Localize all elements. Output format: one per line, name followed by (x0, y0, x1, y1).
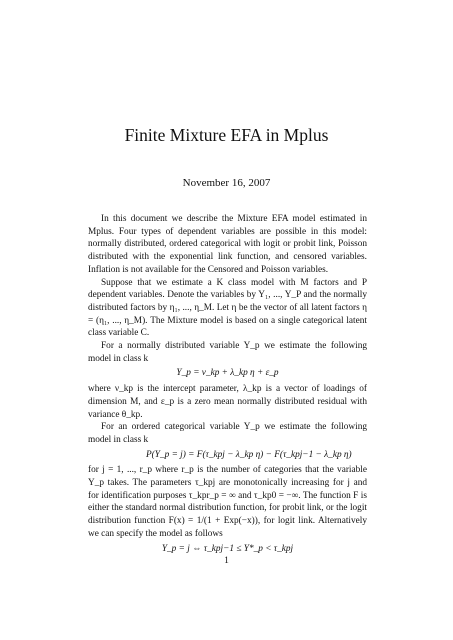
paragraph-categorical-params: for j = 1, ..., r_p where r_p is the number of categories that the variable Y_p takes. The parameters τ_kpj are monotonically increasing for j and for identification purposes τ_kpr_p = ∞ and τ_kp0 = −∞. The function F is either the standard normal distribution function, for probit link, or the logit distribution function F(x) = 1/(1 + Exp(−x)), for logit link. Alternatively we can specify the model as follows (88, 465, 367, 539)
paragraph-normal-params: where ν_kp is the intercept parameter, λ_kp is a vector of loadings of dimension M, and ε_p is a zero mean normally distributed residual with variance θ_kp. (88, 384, 367, 420)
equation-latent-threshold: Y_p = j ⇔ τ_kpj−1 ≤ Y*_p < τ_kpj (161, 543, 294, 554)
paragraph-normal-variable: For a normally distributed variable Y_p we estimate the following model in class k (88, 341, 367, 364)
equation-normal-model: Y_p = ν_kp + λ_kp η + ε_p (176, 368, 279, 379)
paper-date: November 16, 2007 (182, 177, 271, 189)
paper-body (88, 213, 367, 558)
paragraph-categorical-variable: For an ordered categorical variable Y_p we estimate the following model in class k (88, 422, 367, 445)
paragraph-intro: In this document we describe the Mixture EFA model estimated in Mplus. Four types of dependent variables are possible in this model: normally distributed, ordered categorical with logit or probit link, Poisson distributed with the exponential link function, and censored variables. Inflation is not available for the Censored and Poisson variables. (88, 214, 367, 275)
paragraph-model-setup: Suppose that we estimate a K class model with M factors and P dependent variables. Denote the variables by Y₁, ..., Y_P and the normally distributed factors by η₁, ..., η_M. Let η be the vector of all latent factors η = (η₁, ..., η_M). The Mixture model is based on a single categorical latent class variable C. (88, 277, 367, 339)
equation-categorical-model: P(Y_p = j) = F(τ_kpj − λ_kp η) − F(τ_kpj−1 − λ_kp η) (146, 449, 352, 460)
page-number: 1 (224, 556, 229, 566)
paper-title: Finite Mixture EFA in Mplus (124, 125, 329, 145)
